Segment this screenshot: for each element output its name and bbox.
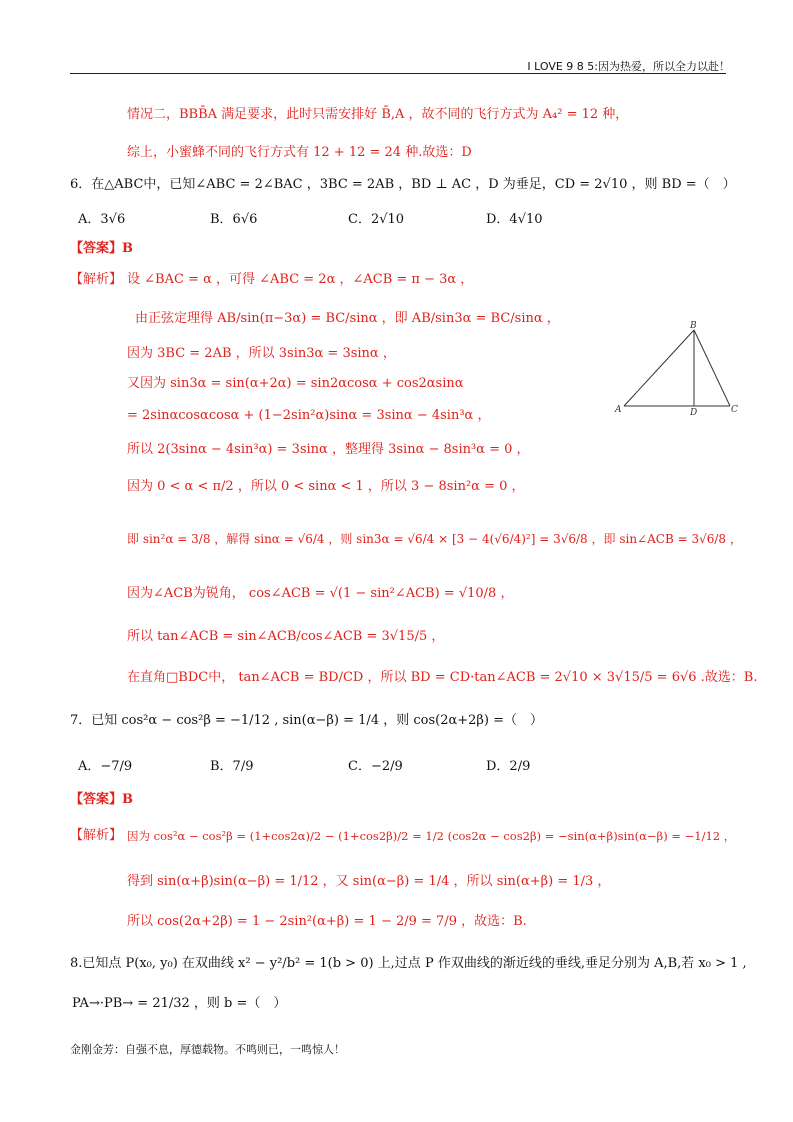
q7-option-d: D．2/9 xyxy=(486,759,531,774)
q6-line-8: 即 sin²α = 3/8 ，解得 sinα = √6/4 ，则 sin3α = √6/4 × [3 − 4(√6/4)²] = 3√6/8 ，即 sin∠ACB = 3√6/8 ， xyxy=(127,532,742,546)
q7-analysis-tag: 【解析】 xyxy=(70,828,123,843)
q6-stem: 6．在△ABC中，已知∠ABC = 2∠BAC ，3BC = 2AB ，BD ⊥ AC ，D 为垂足，CD = 2√10 ，则 BD =（ ） xyxy=(70,177,736,192)
label-d: D xyxy=(690,408,698,418)
side-ab xyxy=(624,330,694,406)
q8-stem-line-2: PA→·PB→ = 21/32 ，则 b =（ ） xyxy=(72,996,287,1011)
summary-line: 综上，小蜜蜂不同的飞行方式有 12 + 12 = 24 种.故选：D xyxy=(127,145,472,160)
case-two-line: 情况二，BBB̄A 满足要求，此时只需安排好 B̄,A ，故不同的飞行方式为 A₄² = 12 种， xyxy=(127,107,629,122)
q7-option-a: A．−7/9 xyxy=(78,759,133,774)
q6-line-11: 在直角□BDC中， tan∠ACB = BD/CD ，所以 BD = CD·tan∠ACB = 2√10 × 3√15/5 = 6√6 .故选：B. xyxy=(127,670,758,685)
q8-stem-line-1: 8.已知点 P(x₀, y₀) 在双曲线 x² − y²/b² = 1(b > 0) 上,过点 P 作双曲线的渐近线的垂线,垂足分别为 A,B,若 x₀ > 1 , xyxy=(70,956,747,971)
label-c: C xyxy=(731,405,738,415)
header-rule xyxy=(70,73,726,74)
q6-line-10: 所以 tan∠ACB = sin∠ACB/cos∠ACB = 3√15/5 ， xyxy=(127,629,445,644)
q6-option-b: B．6√6 xyxy=(210,212,258,227)
q6-line-9: 因为∠ACB为锐角， cos∠ACB = √(1 − sin²∠ACB) = √10/8 ， xyxy=(127,586,514,601)
q6-line-4: 又因为 sin3α = sin(α+2α) = sin2αcosα + cos2αsinα xyxy=(127,376,464,391)
q6-line-3: 因为 3BC = 2AB ，所以 3sin3α = 3sinα ， xyxy=(127,346,396,361)
q6-analysis-tag: 【解析】 xyxy=(70,272,123,287)
q6-line-5: = 2sinαcosαcosα + (1−2sin²α)sinα = 3sinα − 4sin³α ， xyxy=(127,408,491,423)
q6-line-1: 设 ∠BAC = α ，可得 ∠ABC = 2α ，∠ACB = π − 3α ， xyxy=(127,272,474,287)
label-b: B xyxy=(690,321,697,331)
q6-answer: 【答案】B xyxy=(70,241,133,256)
label-a: A xyxy=(615,405,622,415)
q6-line-6: 所以 2(3sinα − 4sin³α) = 3sinα ，整理得 3sinα − 8sin³α = 0 ， xyxy=(127,442,530,457)
q6-option-a: A．3√6 xyxy=(78,212,126,227)
page-header: I LOVE 9 8 5:因为热爱，所以全力以赴！ xyxy=(527,60,730,73)
q7-stem: 7．已知 cos²α − cos²β = −1/12 , sin(α−β) = 1/4 ，则 cos(2α+2β) =（ ） xyxy=(70,713,544,728)
q7-line-1: 因为 cos²α − cos²β = (1+cos2α)/2 − (1+cos2β)/2 = 1/2 (cos2α − cos2β) = −sin(α+β)sin(α−β) = −1/12 ， xyxy=(127,829,736,843)
q6-option-c: C．2√10 xyxy=(348,212,405,227)
q6-option-d: D．4√10 xyxy=(486,212,543,227)
q7-line-2: 得到 sin(α+β)sin(α−β) = 1/12 ，又 sin(α−β) = 1/4 ，所以 sin(α+β) = 1/3 ， xyxy=(127,874,611,889)
q6-line-7: 因为 0 < α < π/2 ，所以 0 < sinα < 1 ，所以 3 − 8sin²α = 0 ， xyxy=(127,479,525,494)
q7-option-c: C．−2/9 xyxy=(348,759,403,774)
q7-line-3: 所以 cos(2α+2β) = 1 − 2sin²(α+β) = 1 − 2/9 = 7/9 ，故选：B. xyxy=(127,914,527,929)
q7-answer: 【答案】B xyxy=(70,792,133,807)
q6-line-2: 由正弦定理得 AB/sin(π−3α) = BC/sinα ，即 AB/sin3α = BC/sinα ， xyxy=(135,311,560,326)
triangle-figure xyxy=(610,318,745,418)
page-footer: 金刚金芳：自强不息，厚德载物。不鸣则已，一鸣惊人！ xyxy=(70,1043,345,1056)
q7-option-b: B．7/9 xyxy=(210,759,254,774)
side-bc xyxy=(694,330,730,406)
